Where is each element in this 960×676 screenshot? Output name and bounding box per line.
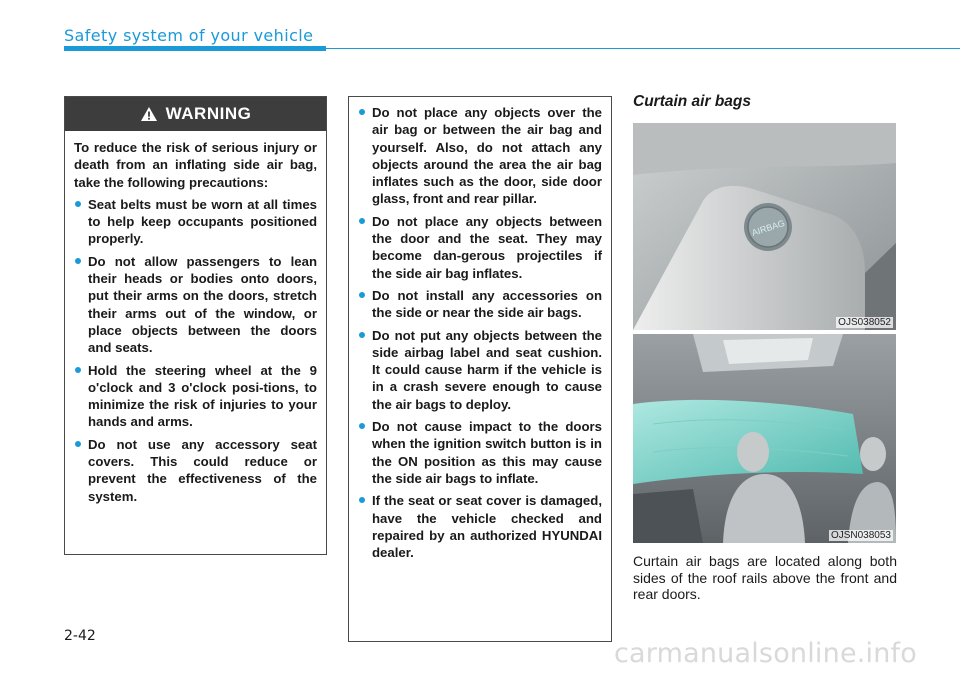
warning-body: [65, 131, 326, 505]
curtain-illustration: [633, 334, 896, 543]
warning-continued-box: [348, 96, 612, 642]
list-item: Do not install any accessories on the side or near the side air bags.: [358, 287, 602, 322]
list-item: Do not use any accessory seat covers. This could reduce or prevent the effectiveness of the system.: [74, 436, 317, 505]
warning-continued-list: [358, 104, 602, 561]
list-item: Hold the steering wheel at the 9 o'clock and 3 o'clock posi-tions, to minimize the risk of injuries to your hands and arms.: [74, 362, 317, 431]
section-body: Curtain air bags are located along both sides of the roof rails above the front and rear doors.: [633, 553, 897, 602]
warning-list: [74, 196, 317, 505]
list-item: Do not cause impact to the doors when the ignition switch button is in the ON position as this may cause the side air bags to inflate.: [358, 418, 602, 487]
list-item: Seat belts must be worn at all times to help keep occupants positioned properly.: [74, 196, 317, 248]
header-title: Safety system of your vehicle: [64, 26, 314, 45]
list-item: If the seat or seat cover is damaged, have the vehicle checked and repaired by an authorized HYUNDAI dealer.: [358, 492, 602, 561]
list-item: Do not place any objects over the air bag or between the air bag and yourself. Also, do not attach any objects around the area the air bag inflates such as the door, side door glass, front and rear pillar.: [358, 104, 602, 208]
warning-header: [65, 97, 326, 131]
list-item: Do not allow passengers to lean their heads or bodies onto doors, put their arms on the doors, stretch their arms out of the window, or place objects between the doors and seats.: [74, 253, 317, 357]
warning-continued-body: [349, 97, 611, 561]
image-code: OJS038052: [838, 317, 891, 328]
image-code: OJSN038053: [830, 530, 891, 541]
page-number: 2-42: [64, 628, 96, 644]
warning-intro: To reduce the risk of serious injury or death from an inflating side air bag, take the following precautions:: [74, 140, 317, 190]
section-title: Curtain air bags: [633, 93, 751, 110]
airbag-pillar-photo: [633, 123, 896, 330]
header-accent-bar: [64, 46, 326, 51]
list-item: Do not put any objects between the side airbag label and seat cushion. It could cause harm if the vehicle is in a crash severe enough to cause the air bags to deploy.: [358, 327, 602, 413]
watermark: carmanualsonline.info: [614, 638, 917, 669]
warning-triangle-icon: [140, 106, 158, 122]
warning-title: WARNING: [165, 104, 252, 123]
airbag-label-text: AIRBAG: [750, 217, 787, 238]
header-rule: [326, 48, 960, 49]
pillar-illustration: [633, 123, 896, 330]
warning-box: [64, 96, 327, 555]
curtain-airbag-photo: [633, 334, 896, 543]
list-item: Do not place any objects between the door and the seat. They may become dan-gerous projectiles if the side air bag inflates.: [358, 213, 602, 282]
